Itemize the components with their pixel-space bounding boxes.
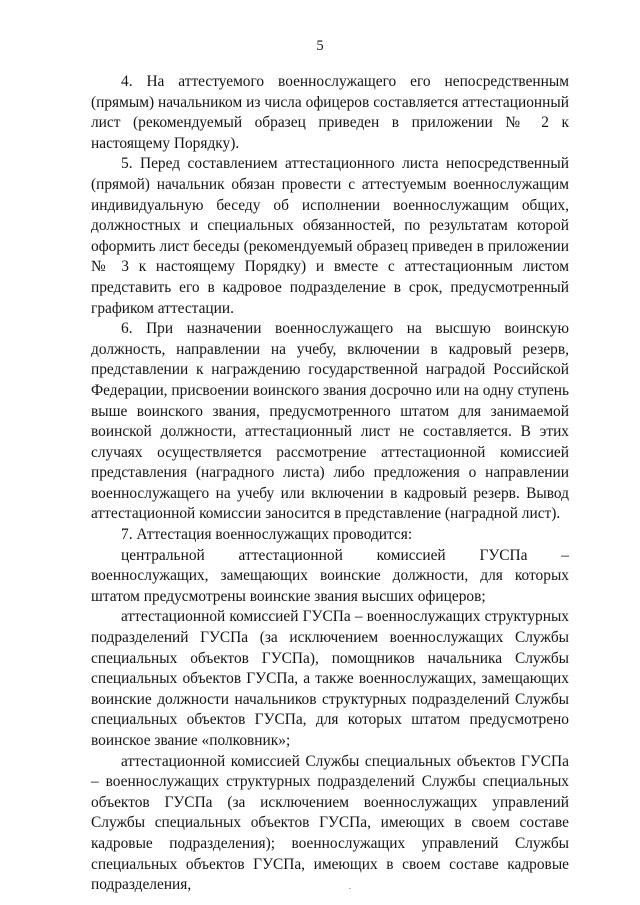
paragraph-item-6: 6. При назначении военнослужащего на высшую воинскую должность, направлении на учебу, включении в кадровый резерв, представлении к награждению государственной наградой Российской Федерации, присвоении воинского звания досрочно или на одну ступень выше воинского звания, предусмотренного штатом для занимаемой воинской должности, аттестационный лист не составляется. В этих случаях осуществляется рассмотрение аттестационной комиссией представления (наградного листа) либо предложения о направлении военнослужащего на учебу или включении в кадровый резерв. Вывод аттестационной комиссии заносится в представление (наградной лист). [91, 320, 569, 523]
paragraph-item-4: 4. На аттестуемого военнослужащего его непосредственным (прямым) начальником из числа офицеров составляется аттестационный лист (рекомендуемый образец приведен в приложении № 2 к настоящему Порядку). [91, 73, 569, 152]
document-body [91, 72, 569, 896]
page-number: 5 [316, 38, 324, 54]
paragraph-item-5: 5. Перед составлением аттестационного листа непосредственный (прямой) начальник обязан провести с аттестуемым военнослужащим индивидуальную беседу об исполнении военнослужащим общих, должностных и специальных обязанностей, по результатам которой оформить лист беседы (рекомендуемый образец приведен в приложении № 3 к настоящему Порядку) и вместе с аттестационным листом представить его в кадровое подразделение в срок, предусмотренный графиком аттестации. [91, 155, 569, 317]
scan-speck [349, 888, 351, 889]
paragraph-special-objects-commission: аттестационной комиссией Службы специальных объектов ГУСПа – военнослужащих структурных подразделений Службы специальных объектов ГУСПа (за исключением военнослужащих управлений Службы специальных объектов ГУСПа, имеющих в своем составе кадровые подразделения); военнослужащих управлений Службы специальных объектов ГУСПа, имеющих в своем составе кадровые подразделения, [91, 752, 569, 894]
paragraph-guspa-commission: аттестационной комиссией ГУСПа – военнослужащих структурных подразделений ГУСПа (за исключением военнослужащих Службы специальных объектов ГУСПа), помощников начальника Службы специальных объектов ГУСПа, а также военнослужащих, замещающих воинские должности начальников структурных подразделений Службы специальных объектов ГУСПа, для которых штатом предусмотрено воинское звание «полковник»; [91, 608, 569, 749]
paragraph-item-7-heading: 7. Аттестация военнослужащих проводится: [121, 526, 413, 544]
paragraph-central-commission: центральной аттестационной комиссией ГУСПа – военнослужащих, замещающих воинские должности, для которых штатом предусмотрены воинские звания высших офицеров; [91, 546, 569, 605]
